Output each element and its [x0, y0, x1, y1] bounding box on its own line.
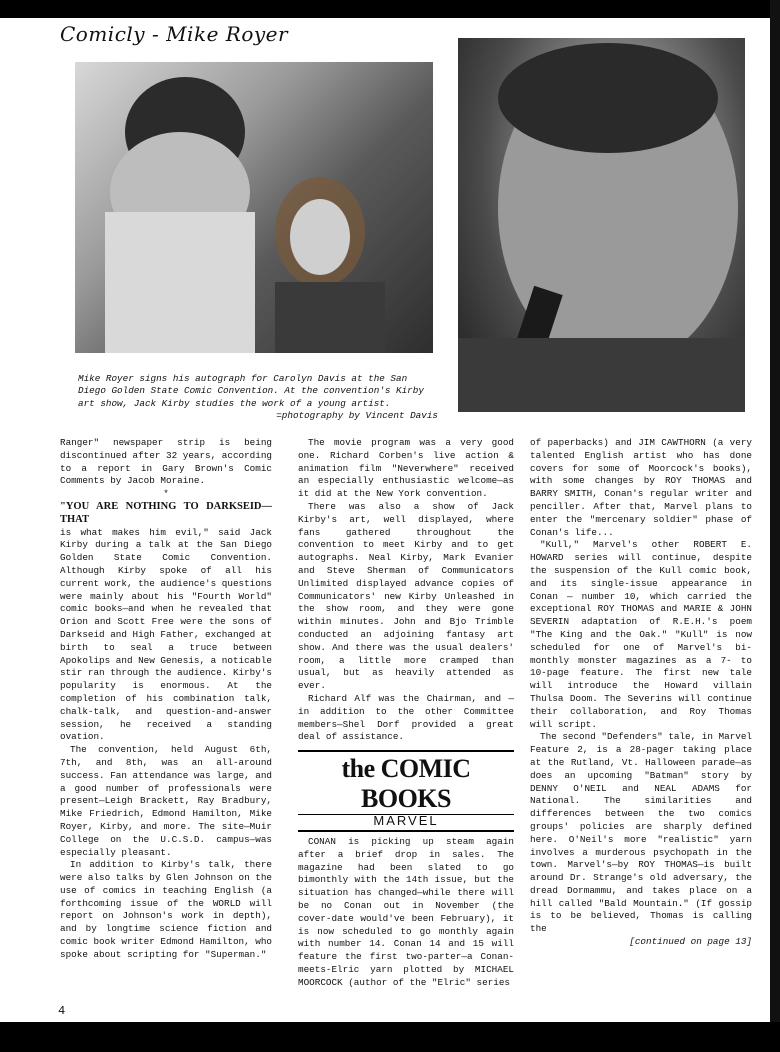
page-number: 4 [58, 1004, 66, 1018]
separator-star: * [163, 488, 169, 500]
paragraph: The second "Defenders" tale, in Marvel Feature 2, is a 28-pager taking place at the Rutland, Vt. Halloween parade—as does an upcoming "Batman" story by DENNY O'NEIL and NEAL ADAMS for National. The similarities and differences between the two comics groups' policies are sharply defined here. O'Neil's more "realistic" yarn involves a murderous psychopath in the town. Marvel's—by ROY THOMAS—is built around Dr. Strange's old adversary, the dread Dormammu, and takes place on a hill called "Bald Mountain." (If gossip is to be believed, Thomas is calling the [530, 731, 753, 935]
photo-caption [78, 373, 438, 422]
kirby-headline: "YOU ARE NOTHING TO DARKSEID—THAT [60, 500, 272, 525]
section-title: the COMIC BOOKS [341, 754, 471, 814]
paragraph: There was also a show of Jack Kirby's art, well displayed, where fans gathered throughout the convention to meet Kirby and to get autographs. Neal Kirby, Mark Evanier and Steve Sherman of Communicators Unlimited displayed advance copies of Communicators' new Kirby Unleashed in the show room, and they were gone within minutes. John and Bjo Trimble conducted an adjoining fantasy art show. And there was the usual dealers' room, a little more cramped than usual, but as heavily attended as ever. [298, 500, 514, 692]
section-subtitle: MARVEL [298, 814, 514, 828]
paragraph: Ranger" newspaper strip is being discontinued after 32 years, according to a report in Gary Brown's Comic Comments by Jacob Moraine. [60, 437, 273, 487]
continued-note: [continued on page 13] [629, 936, 752, 948]
bottom-border [0, 1022, 780, 1052]
photo-royer-autograph [75, 62, 433, 353]
column-1 [60, 437, 272, 962]
paragraph: The movie program was a very good one. Richard Corben's live action & animation film "Neverwhere" received an especially enthusiastic welcome—as it did at the New York convention. [298, 437, 514, 500]
paragraph: Richard Alf was the Chairman, and —in addition to the other Committee members—Shel Dorf provided a great deal of assistance. [298, 692, 514, 743]
photo-kirby-cigar [458, 38, 745, 412]
top-border [0, 0, 780, 18]
column-3 [530, 437, 752, 949]
column-2 [298, 437, 514, 989]
paragraph: CONAN is picking up steam again after a brief drop in sales. The magazine had been slated to go bimonthly with the 14th issue, but the situation has changed—while there will be no Conan out in November (the cover-date would've been February), it is now scheduled to go monthly again with number 14. Conan 14 and 15 will feature the first two-parter—a Conan-meets-Elric yarn plotted by MICHAEL MOORCOCK (author of the "Elric" series [298, 835, 514, 988]
paragraph: is what makes him evil," said Jack Kirby during a talk at the San Diego Golden State Comic Convention. Although Kirby spoke of all his current work, the audience's questions were mainly about his "Fourth World" comic books—and when he revealed that Orion and Scott Free were the sons of Darkseid and High Father, exchanged at birth to seal a truce between Apokolips and New Genesis, a noticable stir ran through the audience. Kirby's popularity is enormous. At the completion of his combination talk, chalk-talk, and question-and-answer session, he received a standing ovation. [60, 526, 273, 743]
right-border [770, 0, 780, 1052]
paragraph: of paperbacks) and JIM CAWTHORN (a very talented English artist who has done covers for some of Moorcock's books), with some changes by ROY THOMAS and BARRY SMITH, Conan's regular writer and penciller. After that, Marvel plans to enter the "mercenary soldier" phase of Conan's life... [530, 437, 752, 538]
caption-text: Mike Royer signs his autograph for Carolyn Davis at the San Diego Golden State Comic Convention. At the convention's Kirby art show, Jack Kirby studies the work of a young artist. [78, 373, 424, 409]
photo-credit: =photography by Vincent Davis [276, 409, 438, 421]
paragraph: "Kull," Marvel's other ROBERT E. HOWARD series will continue, despite the suspension of the Kull comic book, and its single-issue appearance in Conan — number 10, which carried the exceptional ROY THOMAS and MARIE & JOHN SEVERIN adaptation of R.E.H.'s poem "The King and the Oak." "Kull" is now scheduled for one of Marvel's bi-monthly monster magazines as a 7- to 10-page feature. The first new tale will introduce the Howard villain Thulsa Doom. The Severins will continue their collaboration, and Roy Thomas will script. [530, 539, 752, 730]
section-heading [298, 750, 514, 832]
handwritten-note: Comicly - Mike Royer [60, 22, 289, 46]
paragraph: In addition to Kirby's talk, there were also talks by Glen Johnson on the use of comics in teaching English (a forthcoming issue of the WORLD will report on Johnson's work in depth), and by longtime science fiction and comic book writer Edmond Hamilton, who spoke about scripting for "Superman." [60, 859, 273, 960]
paragraph: The convention, held August 6th, 7th, and 8th, was an all-around success. Fan attendance was large, and a good number of professionals were present—Leigh Brackett, Ray Bradbury, Mike Friedrich, Edmond Hamilton, Mike Royer, Kirby, and more. The site—Muir College on the U.C.S.D. campus—was especially pleasant. [60, 744, 273, 858]
